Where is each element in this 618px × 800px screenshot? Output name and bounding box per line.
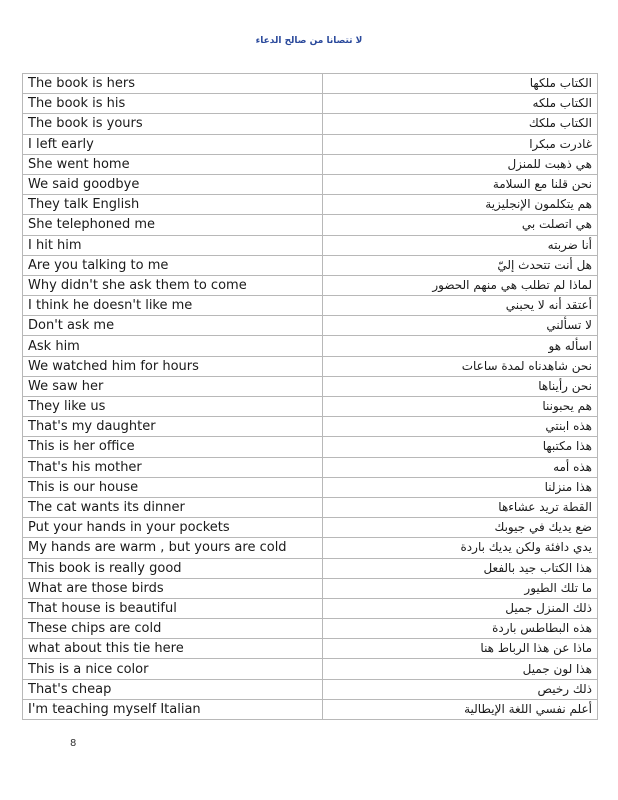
english-phrase-cell: This is a nice color (23, 659, 323, 679)
english-phrase-cell: Put your hands in your pockets (23, 518, 323, 538)
table-row (23, 437, 598, 457)
arabic-phrase-cell: غادرت مبكرا (323, 134, 598, 154)
english-phrase-cell: Are you talking to me (23, 255, 323, 275)
table-row (23, 639, 598, 659)
english-phrase-cell: That's my daughter (23, 417, 323, 437)
english-phrase-cell: That's cheap (23, 679, 323, 699)
table-row (23, 195, 598, 215)
english-phrase-cell: I left early (23, 134, 323, 154)
english-phrase-cell: I'm teaching myself Italian (23, 699, 323, 719)
english-phrase-cell: We saw her (23, 376, 323, 396)
table-row (23, 477, 598, 497)
english-phrase-cell: She telephoned me (23, 215, 323, 235)
english-phrase-cell: Ask him (23, 336, 323, 356)
phrase-table-body (23, 74, 598, 720)
arabic-phrase-cell: الكتاب ملكها (323, 74, 598, 94)
english-phrase-cell: The book is his (23, 94, 323, 114)
arabic-phrase-cell: هم يحبوننا (323, 397, 598, 417)
table-row (23, 154, 598, 174)
english-phrase-cell: She went home (23, 154, 323, 174)
arabic-phrase-cell: لماذا لم تطلب هي منهم الحضور (323, 275, 598, 295)
table-row (23, 659, 598, 679)
arabic-phrase-cell: القطة تريد عشاءها (323, 497, 598, 517)
table-row (23, 497, 598, 517)
table-row (23, 417, 598, 437)
english-phrase-cell: My hands are warm , but yours are cold (23, 538, 323, 558)
english-phrase-cell: I hit him (23, 235, 323, 255)
table-row (23, 134, 598, 154)
arabic-phrase-cell: نحن شاهدناه لمدة ساعات (323, 356, 598, 376)
table-row (23, 174, 598, 194)
arabic-phrase-cell: هذه أمه (323, 457, 598, 477)
arabic-phrase-cell: لا تسألني (323, 316, 598, 336)
english-phrase-cell: what about this tie here (23, 639, 323, 659)
arabic-phrase-cell: هذا مكتبها (323, 437, 598, 457)
table-row (23, 619, 598, 639)
table-row (23, 679, 598, 699)
english-phrase-cell: The book is yours (23, 114, 323, 134)
english-phrase-cell: What are those birds (23, 578, 323, 598)
english-phrase-cell: That house is beautiful (23, 598, 323, 618)
table-row (23, 114, 598, 134)
english-phrase-cell: We said goodbye (23, 174, 323, 194)
arabic-phrase-cell: اسأله هو (323, 336, 598, 356)
english-phrase-cell: The cat wants its dinner (23, 497, 323, 517)
english-phrase-cell: This book is really good (23, 558, 323, 578)
english-phrase-cell: These chips are cold (23, 619, 323, 639)
table-row (23, 598, 598, 618)
arabic-phrase-cell: نحن رأيناها (323, 376, 598, 396)
table-row (23, 538, 598, 558)
english-phrase-cell: We watched him for hours (23, 356, 323, 376)
table-row (23, 578, 598, 598)
english-phrase-cell: That's his mother (23, 457, 323, 477)
english-phrase-cell: They like us (23, 397, 323, 417)
table-row (23, 376, 598, 396)
arabic-phrase-cell: أعلم نفسي اللغة الإيطالية (323, 699, 598, 719)
table-row (23, 316, 598, 336)
page-header: لا تتصانا من صالح الدعاء (255, 36, 363, 46)
arabic-phrase-cell: هذه البطاطس باردة (323, 619, 598, 639)
page-number: 8 (70, 738, 77, 749)
english-phrase-cell: They talk English (23, 195, 323, 215)
table-row (23, 336, 598, 356)
arabic-phrase-cell: أعتقد أنه لا يحبني (323, 296, 598, 316)
table-row (23, 296, 598, 316)
arabic-phrase-cell: هذا الكتاب جيد بالفعل (323, 558, 598, 578)
table-row (23, 255, 598, 275)
arabic-phrase-cell: هذا منزلنا (323, 477, 598, 497)
arabic-phrase-cell: هل أنت تتحدث إليّ (323, 255, 598, 275)
phrase-table (22, 73, 598, 720)
table-row (23, 275, 598, 295)
english-phrase-cell: I think he doesn't like me (23, 296, 323, 316)
arabic-phrase-cell: أنا ضربته (323, 235, 598, 255)
table-row (23, 457, 598, 477)
arabic-phrase-cell: الكتاب ملكك (323, 114, 598, 134)
arabic-phrase-cell: يدي دافئة ولكن يديك باردة (323, 538, 598, 558)
arabic-phrase-cell: هم يتكلمون الإنجليزية (323, 195, 598, 215)
arabic-phrase-cell: هي ذهبت للمنزل (323, 154, 598, 174)
english-phrase-cell: This is our house (23, 477, 323, 497)
table-row (23, 235, 598, 255)
table-row (23, 356, 598, 376)
arabic-phrase-cell: ما تلك الطيور (323, 578, 598, 598)
table-row (23, 215, 598, 235)
arabic-phrase-cell: هذه ابنتي (323, 417, 598, 437)
arabic-phrase-cell: ذلك المنزل جميل (323, 598, 598, 618)
english-phrase-cell: Don't ask me (23, 316, 323, 336)
arabic-phrase-cell: الكتاب ملكه (323, 94, 598, 114)
table-row (23, 397, 598, 417)
table-row (23, 94, 598, 114)
english-phrase-cell: This is her office (23, 437, 323, 457)
table-row (23, 74, 598, 94)
arabic-phrase-cell: ضع يديك في جيوبك (323, 518, 598, 538)
table-row (23, 518, 598, 538)
arabic-phrase-cell: هذا لون جميل (323, 659, 598, 679)
english-phrase-cell: Why didn't she ask them to come (23, 275, 323, 295)
arabic-phrase-cell: نحن قلنا مع السلامة (323, 174, 598, 194)
arabic-phrase-cell: ماذا عن هذا الرباط هنا (323, 639, 598, 659)
table-row (23, 558, 598, 578)
arabic-phrase-cell: ذلك رخيص (323, 679, 598, 699)
arabic-phrase-cell: هي اتصلت بي (323, 215, 598, 235)
english-phrase-cell: The book is hers (23, 74, 323, 94)
table-row (23, 699, 598, 719)
